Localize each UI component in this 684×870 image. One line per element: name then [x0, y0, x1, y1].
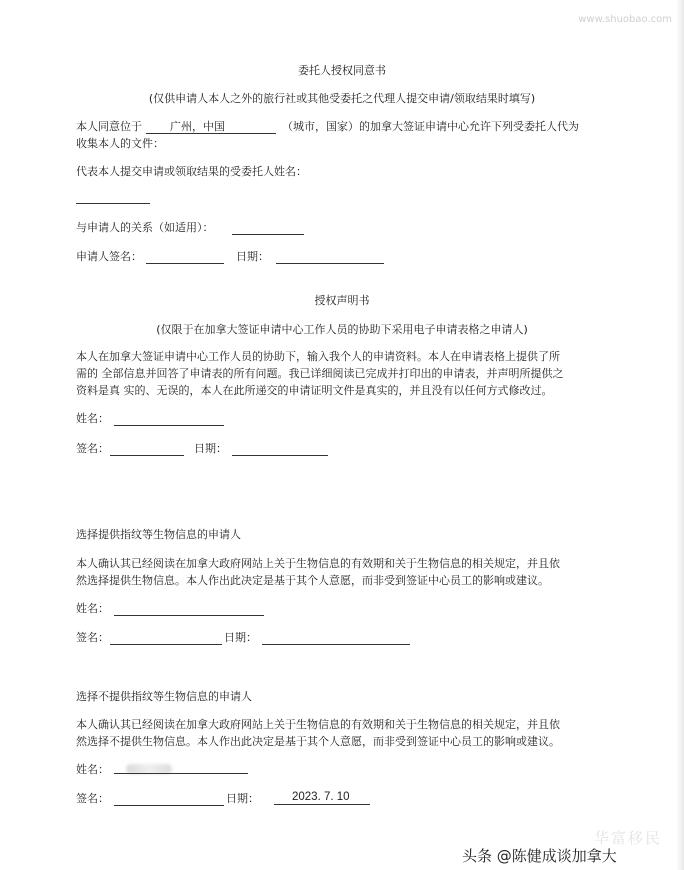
section3-date-line[interactable]: [262, 644, 410, 645]
section4-date-label: 日期：: [226, 792, 259, 805]
section1-date-line[interactable]: [276, 263, 384, 264]
page-edge-shadow: [676, 0, 684, 870]
section2-signature-line[interactable]: [110, 455, 184, 456]
section1-date-label: 日期：: [236, 250, 269, 263]
section2-name-line[interactable]: [114, 425, 224, 426]
section2-body-line-2: 需的 全部信息并回答了申请表的所有问题。我已详细阅读已完成并打印出的申请表，并声明所提供之: [76, 367, 564, 380]
consent-city-line: [146, 133, 276, 134]
section4-signature-line[interactable]: [114, 805, 224, 806]
section1-title: 委托人授权同意书: [298, 64, 386, 77]
section3-heading: 选择提供指纹等生物信息的申请人: [76, 528, 241, 541]
section2-signature-label: 签名：: [76, 442, 109, 455]
applicant-signature-line[interactable]: [146, 263, 224, 264]
section2-date-line[interactable]: [232, 455, 328, 456]
agent-name-line[interactable]: [76, 203, 150, 204]
section3-date-label: 日期：: [224, 631, 257, 644]
section3-signature-line[interactable]: [110, 644, 222, 645]
section3-name-label: 姓名：: [76, 602, 109, 615]
section4-name-line[interactable]: [114, 773, 248, 774]
section4-body-line-2: 然选择不提供生物信息。本人作出此决定是基于其个人意愿，而非受到签证中心员工的影响或建议。: [76, 735, 560, 748]
section4-heading: 选择不提供指纹等生物信息的申请人: [76, 690, 252, 703]
section3-name-line[interactable]: [114, 615, 264, 616]
section4-name-label: 姓名：: [76, 763, 109, 776]
agent-name-label: 代表本人提交申请或领取结果的受委托人姓名：: [76, 165, 307, 178]
section2-body-line-3: 资料是真 实的、无误的，本人在此所递交的申请证明文件是真实的，并且没有以任何方式修改过。: [76, 384, 553, 397]
section3-body-line-1: 本人确认其已经阅读在加拿大政府网站上关于生物信息的有效期和关于生物信息的相关规定，并且依: [76, 557, 560, 570]
relation-label: 与申请人的关系（如适用）：: [76, 221, 214, 234]
source-caption: 头条 @陈健成谈加拿大: [462, 847, 617, 865]
section3-body-line-2: 然选择提供生物信息。本人作出此决定是基于其个人意愿，而非受到签证中心员工的影响或建议。: [76, 574, 549, 587]
section3-signature-label: 签名：: [76, 631, 109, 644]
stamp-watermark: 华富移民: [593, 829, 662, 847]
section2-body-line-1: 本人在加拿大签证申请中心工作人员的协助下，输入我个人的申请资料。本人在申请表格上提供了所: [76, 350, 560, 363]
corner-watermark: www.shuobao.com: [578, 14, 672, 25]
applicant-signature-label: 申请人签名：: [76, 250, 142, 263]
section4-date-value: 2023. 7. 10: [292, 791, 350, 803]
consent-suffix-1: （城市，国家）的加拿大签证申请中心允许下列受委托人代为: [282, 120, 579, 133]
consent-city: 广州，中国: [170, 120, 225, 133]
section2-subtitle: (仅限于在加拿大签证申请中心工作人员的协助下采用电子申请表格之申请人): [156, 323, 528, 336]
consent-prefix: 本人同意位于: [76, 120, 142, 133]
section2-title: 授权声明书: [314, 294, 370, 307]
consent-suffix-2: 收集本人的文件：: [76, 137, 164, 150]
section4-body-line-1: 本人确认其已经阅读在加拿大政府网站上关于生物信息的有效期和关于生物信息的相关规定，并且依: [76, 718, 560, 731]
relation-line[interactable]: [232, 234, 304, 235]
section4-signature-label: 签名：: [76, 792, 109, 805]
section2-date-label: 日期：: [194, 442, 227, 455]
section4-date-line[interactable]: [274, 804, 370, 805]
section1-subtitle: (仅供申请人本人之外的旅行社或其他受委托之代理人提交申请/领取结果时填写): [148, 92, 536, 105]
section2-name-label: 姓名：: [76, 412, 109, 425]
